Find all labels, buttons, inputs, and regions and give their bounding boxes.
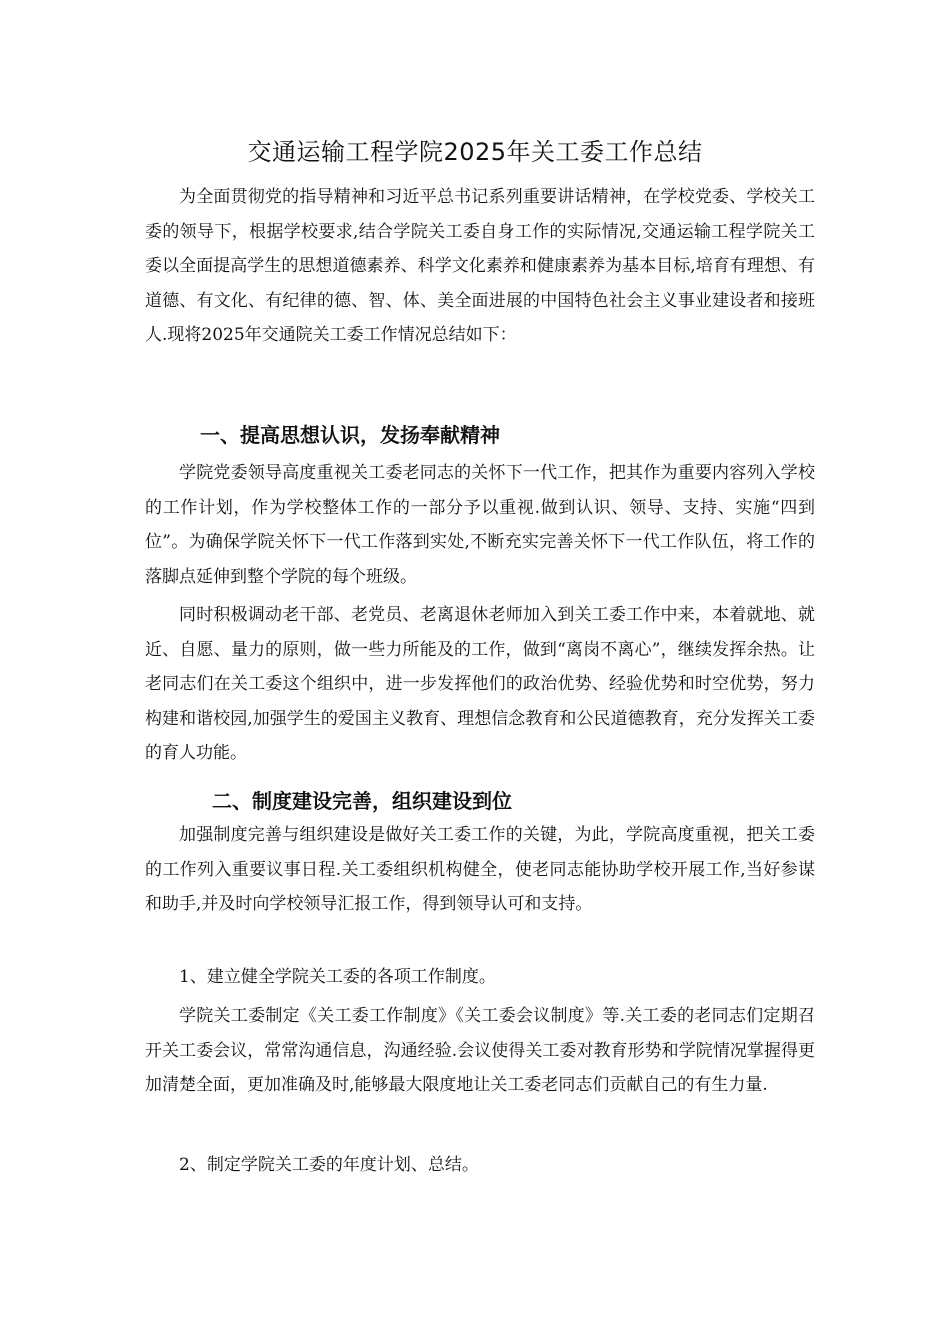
list-item-1: 1、建立健全学院关工委的各项工作制度。 [179, 967, 496, 987]
section1-paragraph-2: 同时积极调动老干部、老党员、老离退休老师加入到关工委工作中来，本着就地、就近、自愿、量力的原则，做一些力所能及的工作，做到“离岗不离心”，继续发挥余热。让老同志们在关工委这个组织中，进一步发挥他们的政治优势、经验优势和时空优势，努力构建和谐校园,加强学生的爱国主义教育、理想信念教育和公民道德教育，充分发挥关工委的育人功能。 [145, 605, 815, 763]
section1-heading: 一、提高思想认识，发扬奉献精神 [200, 423, 500, 447]
document-title: 交通运输工程学院2025年关工委工作总结 [247, 138, 703, 166]
intro-paragraph: 为全面贯彻党的指导精神和习近平总书记系列重要讲话精神，在学校党委、学校关工委的领导下，根据学校要求,结合学院关工委自身工作的实际情况,交通运输工程学院关工委以全面提高学生的思想道德素养、科学文化素养和健康素养为基本目标,培育有理想、有道德、有文化、有纪律的德、智、体、美全面进展的中国特色社会主义事业建设者和接班人.现将2025年交通院关工委工作情况总结如下： [145, 187, 815, 345]
list-item-2: 2、制定学院关工委的年度计划、总结。 [179, 1155, 479, 1175]
section2-paragraph-1: 加强制度完善与组织建设是做好关工委工作的关键，为此，学院高度重视，把关工委的工作列入重要议事日程.关工委组织机构健全，使老同志能协助学校开展工作,当好参谋和助手,并及时向学校领导汇报工作，得到领导认可和支持。 [145, 825, 815, 914]
section2-heading: 二、制度建设完善，组织建设到位 [212, 789, 512, 813]
list-item-1-paragraph: 学院关工委制定《关工委工作制度》《关工委会议制度》等.关工委的老同志们定期召开关工委会议，常常沟通信息，沟通经验.会议使得关工委对教育形势和学院情况掌握得更加清楚全面，更加准确及时,能够最大限度地让关工委老同志们贡献自己的有生力量. [145, 1006, 815, 1095]
section1-paragraph-1: 学院党委领导高度重视关工委老同志的关怀下一代工作，把其作为重要内容列入学校的工作计划，作为学校整体工作的一部分予以重视.做到认识、领导、支持、实施“四到位”。为确保学院关怀下一代工作落到实处,不断充实完善关怀下一代工作队伍，将工作的落脚点延伸到整个学院的每个班级。 [145, 463, 815, 587]
